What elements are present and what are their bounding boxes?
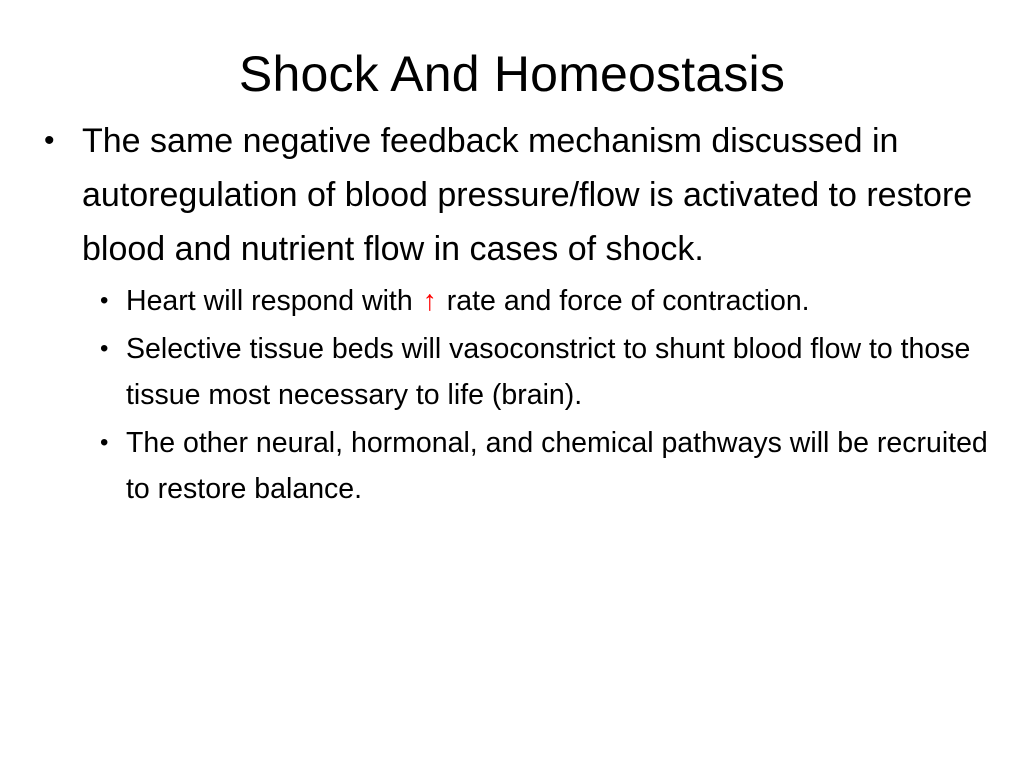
bullet-marker: • [44,124,55,157]
sub-bullet-text-before: Heart will respond with [126,285,421,317]
slide-title: Shock And Homeostasis [238,46,786,102]
sub-bullet-heart [100,278,994,324]
slide-content [44,114,994,514]
sub-bullet-list [100,278,994,512]
sub-bullet-vasoconstrict [100,326,994,418]
arrow-up-icon: ↑ [422,285,437,317]
sub-bullet-text-after: rate and force of contraction. [438,285,810,317]
bullet-marker: • [100,287,109,314]
sub-bullet-text: Selective tissue beds will vasoconstrict to shunt blood flow to those tissue most necessary to life (brain). [126,333,971,411]
sub-bullet-pathways [100,420,994,512]
bullet-marker: • [100,429,109,456]
main-bullet [44,114,994,276]
bullet-marker: • [100,335,109,362]
sub-bullet-text: The other neural, hormonal, and chemical pathways will be recruited to restore balance. [126,427,988,505]
main-bullet-text: The same negative feedback mechanism discussed in autoregulation of blood pressure/flow is activated to restore blood and nutrient flow in cases of shock. [82,122,973,268]
